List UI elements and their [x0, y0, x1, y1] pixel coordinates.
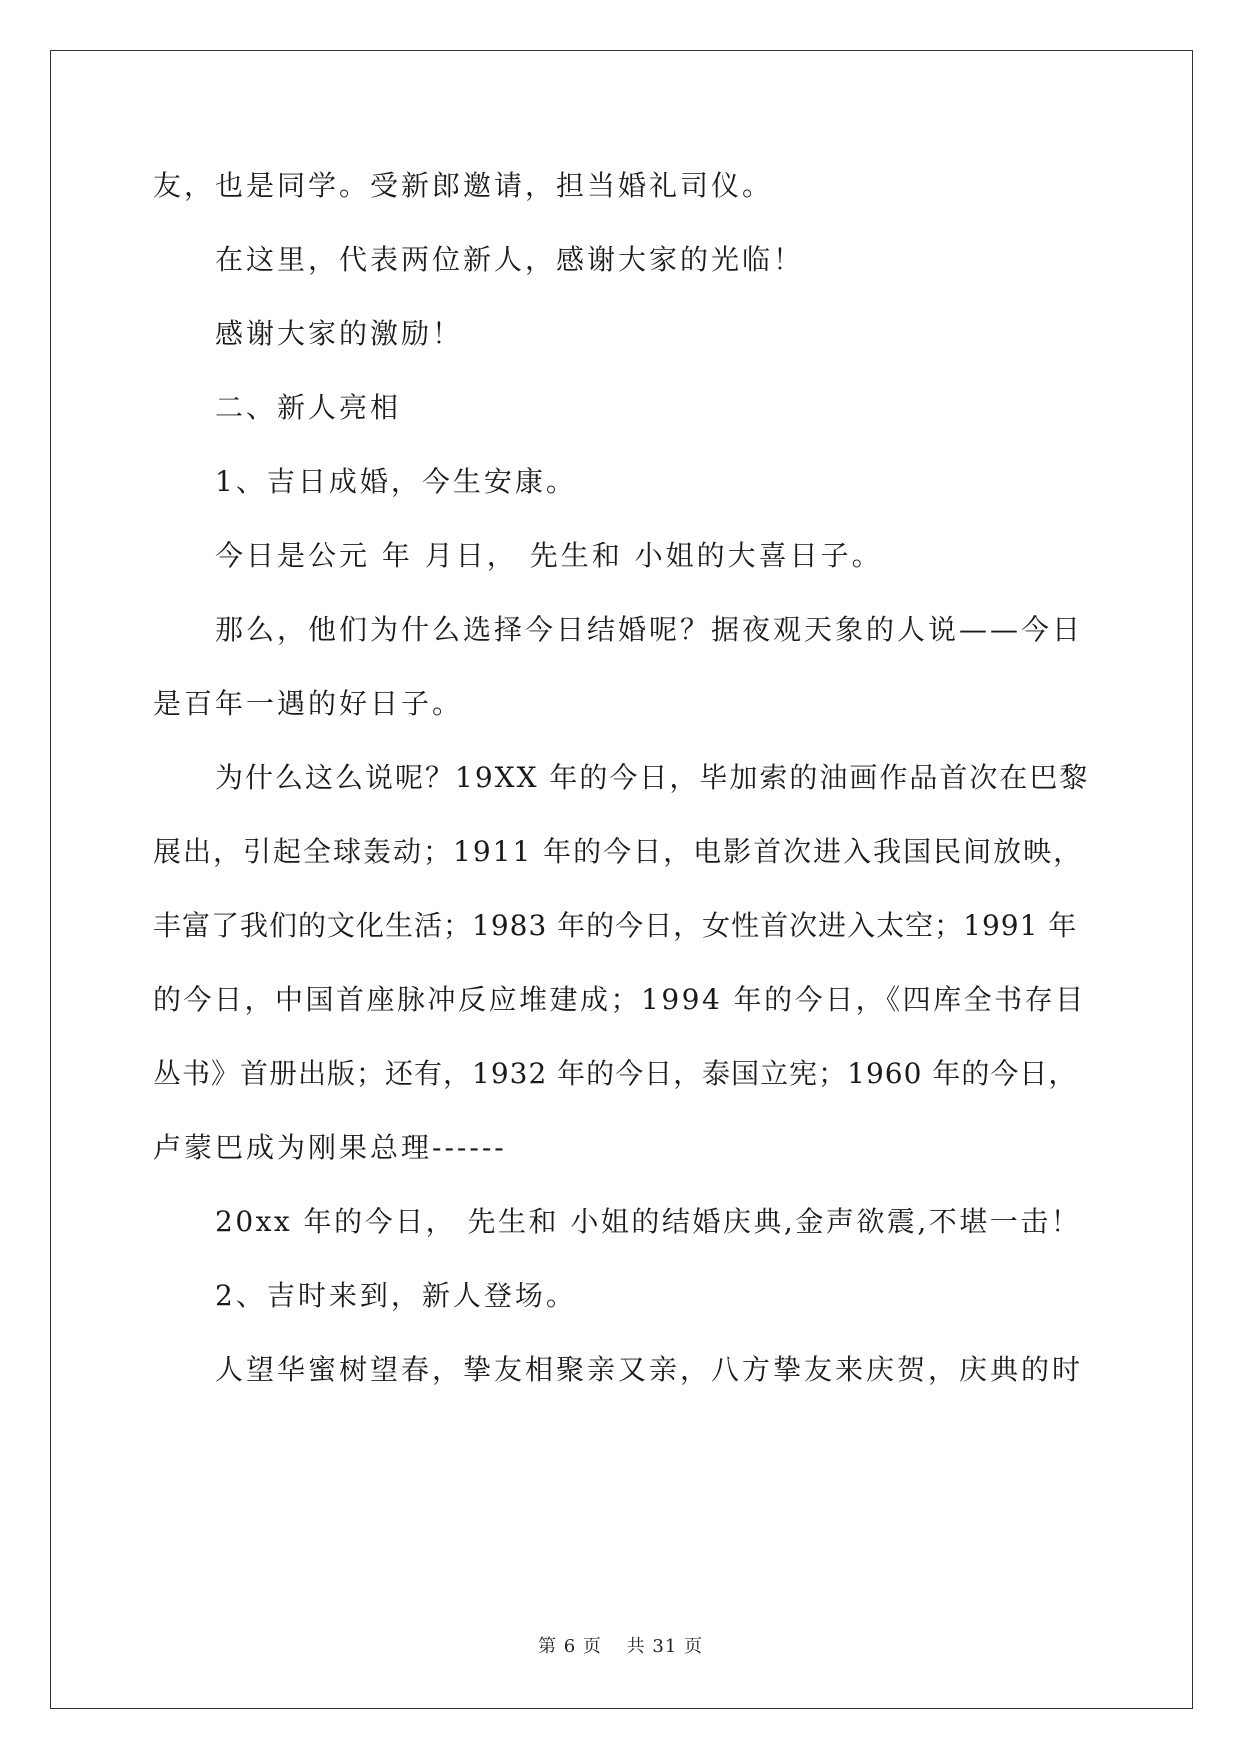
text-line: 丛书》首册出版；还有，1932 年的今日，泰国立宪；1960 年的今日， — [153, 1057, 1078, 1090]
sub-heading: 2、吉时来到，新人登场。 — [215, 1279, 577, 1312]
text-line: 那么，他们为什么选择今日结婚呢？据夜观天象的人说——今日 — [215, 613, 1084, 646]
text-line: 今日是公元 年 月日， 先生和 小姐的大喜日子。 — [215, 539, 883, 572]
text-line: 卢蒙巴成为刚果总理------ — [153, 1131, 507, 1164]
text-line: 20xx 年的今日， 先生和 小姐的结婚庆典,金声欲震,不堪一击！ — [215, 1205, 1082, 1238]
page-number-current: 第 6 页 — [538, 1636, 602, 1657]
page-number-total: 共 31 页 — [626, 1636, 703, 1657]
text-line: 人望华蜜树望春，挚友相聚亲又亲，八方挚友来庆贺，庆典的时 — [215, 1353, 1084, 1386]
page-border — [50, 50, 1193, 1709]
text-line: 丰富了我们的文化生活；1983 年的今日，女性首次进入太空；1991 年 — [153, 909, 1078, 942]
text-line: 友，也是同学。受新郎邀请，担当婚礼司仪。 — [153, 169, 774, 202]
sub-heading: 1、吉日成婚，今生安康。 — [215, 465, 577, 498]
text-line: 展出，引起全球轰动；1911 年的今日，电影首次进入我国民间放映， — [153, 835, 1084, 868]
text-line: 的今日，中国首座脉冲反应堆建成；1994 年的今日，《四库全书存目 — [153, 983, 1086, 1016]
page-footer — [0, 1632, 1241, 1658]
text-line: 是百年一遇的好日子。 — [153, 687, 464, 720]
text-line: 为什么这么说呢？19XX 年的今日，毕加索的油画作品首次在巴黎 — [215, 761, 1090, 794]
text-line: 感谢大家的激励！ — [215, 317, 464, 350]
section-heading: 二、新人亮相 — [215, 391, 402, 424]
text-line: 在这里，代表两位新人，感谢大家的光临！ — [215, 243, 805, 276]
